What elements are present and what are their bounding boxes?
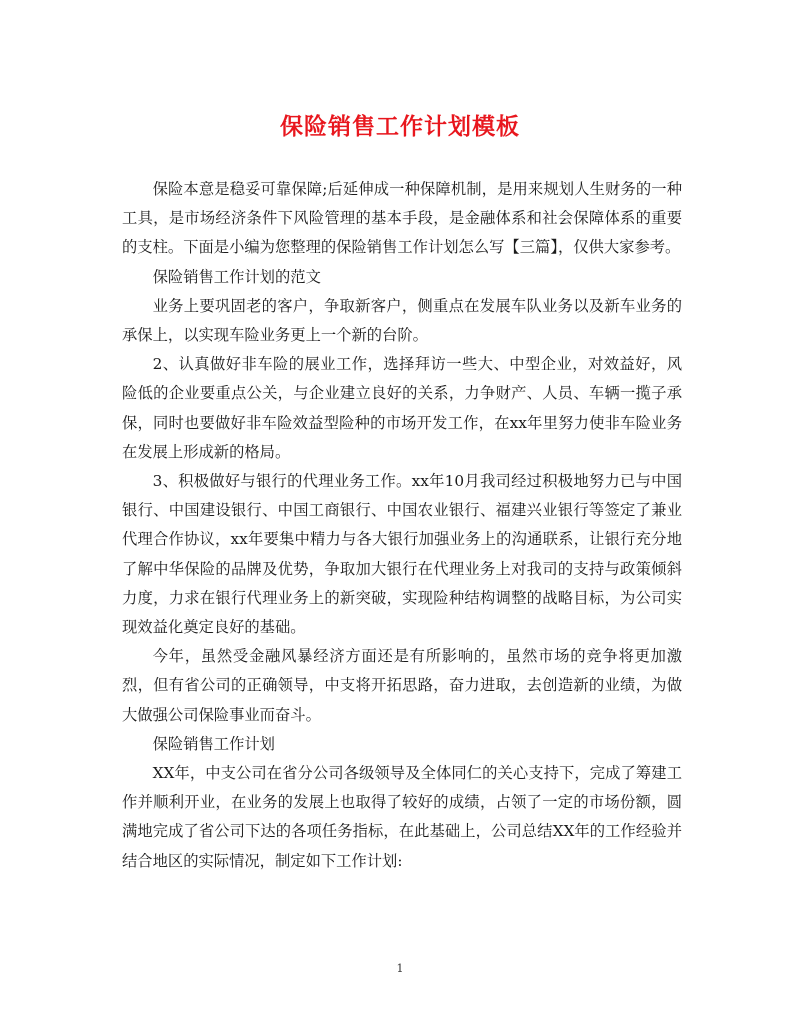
body-paragraph: 业务上要巩固老的客户，争取新客户，侧重点在发展车队业务以及新车业务的承保上，以实现车险业务更上一个新的台阶。 <box>122 296 682 345</box>
body-paragraph: XX年，中支公司在省分公司各级领导及全体同仁的关心支持下，完成了筹建工作并顺利开业，在业务的发展上也取得了较好的成绩，占领了一定的市场份额，圆满地完成了省公司下达的各项任务指标，在此基础上，公司总结XX年的工作经验并结合地区的实际情况，制定如下工作计划: <box>122 764 682 870</box>
document-title: 保险销售工作计划模板 <box>280 114 520 140</box>
document-body <box>122 175 682 876</box>
intro-paragraph: 保险本意是稳妥可靠保障;后延伸成一种保障机制，是用来规划人生财务的一种工具，是市场经济条件下风险管理的基本手段，是金融体系和社会保障体系的重要的支柱。下面是小编为您整理的保险销售工作计划怎么写【三篇】，仅供大家参考。 <box>122 180 682 257</box>
page-number: 1 <box>396 962 404 975</box>
body-paragraph: 2、认真做好非车险的展业工作，选择拜访一些大、中型企业，对效益好，风险低的企业要重点公关，与企业建立良好的关系，力争财产、人员、车辆一揽子承保，同时也要做好非车险效益型险种的市场开发工作，在xx年里努力使非车险业务在发展上形成新的格局。 <box>122 355 682 461</box>
body-paragraph: 3、积极做好与银行的代理业务工作。xx年10月我司经过积极地努力已与中国银行、中国建设银行、中国工商银行、中国农业银行、福建兴业银行等签定了兼业代理合作协议，xx年要集中精力与各大银行加强业务上的沟通联系，让银行充分地了解中华保险的品牌及优势，争取加大银行在代理业务上对我司的支持与政策倾斜力度，力求在银行代理业务上的新突破，实现险种结构调整的战略目标，为公司实现效益化奠定良好的基础。 <box>122 472 682 637</box>
body-paragraph: 今年，虽然受金融风暴经济方面还是有所影响的，虽然市场的竞争将更加激烈，但有省公司的正确领导，中支将开拓思路，奋力进取，去创造新的业绩，为做大做强公司保险事业而奋斗。 <box>122 647 682 724</box>
section-heading: 保险销售工作计划 <box>152 734 275 753</box>
section-heading: 保险销售工作计划的范文 <box>152 267 321 286</box>
